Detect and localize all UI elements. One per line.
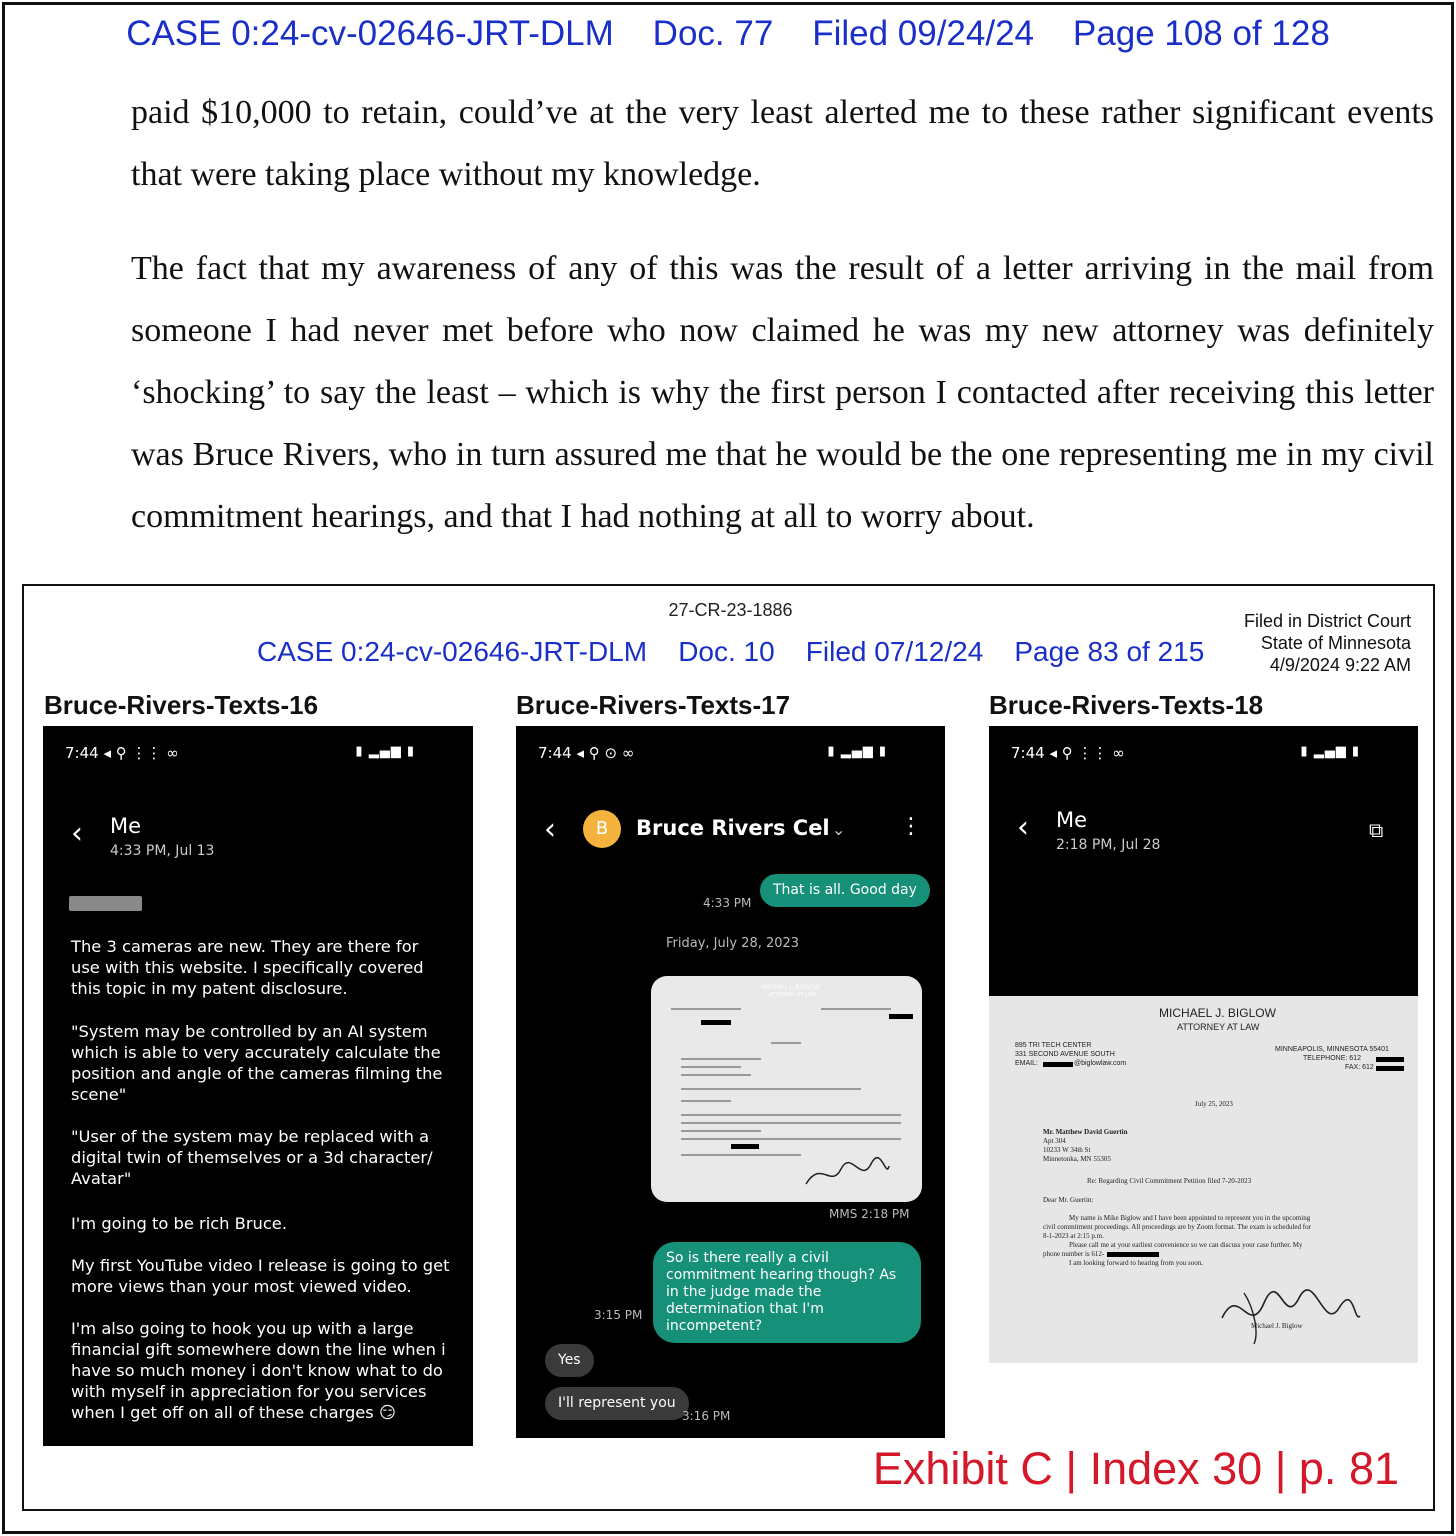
message-timestamp: 2:18 PM, Jul 28 [1056,837,1161,853]
filed-stamp [1244,610,1411,676]
letter-recipient: 10233 W 34th St [1043,1146,1091,1154]
status-icons: ▮ ▂▄▆ ▮ [827,744,887,759]
signature-icon [1214,1278,1364,1348]
letter-address-line: @biglowlaw.com [1074,1060,1127,1067]
screenshot-label: Bruce-Rivers-Texts-16 [44,690,319,720]
contact-avatar: B [583,810,621,848]
filed-line: Filed in District Court [1243,611,1411,631]
received-bubble: I'll represent you [545,1387,689,1420]
contact-name: Me [110,814,142,838]
contact-name: Bruce Rivers Cel [636,816,830,840]
letter-address-line: TELEPHONE: 612 [1303,1055,1361,1062]
mms-time: MMS 2:18 PM [829,1207,910,1221]
status-time: 7:44 ◂ ⚲ ⋮⋮ ∞ [1011,744,1125,762]
letter-body-line: phone number is 612- [1043,1250,1105,1258]
message-text: The 3 cameras are new. They are there for use with this website. I specifically covered this topic in my patent disclosure. [71,937,424,998]
status-time: 7:44 ◂ ⚲ ⊙ ∞ [538,744,635,762]
letter-attorney-name: MICHAEL J. BIGLOW [1159,1006,1276,1020]
back-arrow-icon[interactable]: ‹ [1017,810,1029,845]
letter-address-line: FAX: 612 [1345,1064,1374,1071]
letter-signature-name: Michael J. Biglow [1251,1322,1303,1330]
letter-body-line: civil commitment proceedings. All proceedings are by Zoom format. The exam is scheduled for [1043,1223,1311,1231]
letter-address-line: EMAIL: [1015,1060,1038,1067]
status-icons: ▮ ▂▄▆ ▮ [355,744,415,759]
exhibit-case-header: CASE 0:24-cv-02646-JRT-DLM Doc. 10 Filed 07/12/24 Page 83 of 215 [257,636,1205,667]
letter-recipient: Apt 304 [1043,1137,1066,1145]
redaction-bar [1376,1057,1404,1062]
letter-attorney-title: ATTORNEY AT LAW [1177,1022,1260,1032]
message-time: 4:33 PM [703,896,752,910]
letter-address-line: 895 TRI TECH CENTER [1015,1042,1092,1049]
redaction-bar [1376,1066,1404,1071]
letter-body-line: Please call me at your earliest convenience so we can discuss your case further. My [1069,1241,1303,1249]
letter-recipient: Mr. Matthew David Guertin [1043,1128,1128,1136]
letter-re-line: Re: Regarding Civil Commitment Petition filed 7-20-2023 [1087,1177,1252,1185]
message-text: "User of the system may be replaced with a digital twin of themselves or a 3d character/ Avatar" [71,1127,433,1188]
back-arrow-icon[interactable]: ‹ [544,812,556,847]
sent-bubble: That is all. Good day [760,874,930,907]
filed-line: 4/9/2024 9:22 AM [1269,655,1411,675]
chevron-down-icon[interactable]: ⌄ [832,820,846,839]
mms-letter-image[interactable] [651,976,922,1202]
back-arrow-icon[interactable]: ‹ [71,816,83,851]
letter-date: July 25, 2023 [1195,1100,1233,1108]
signature-icon [801,1154,891,1194]
filed-line: State of Minnesota [1260,633,1411,653]
phone-screenshot-18 [989,726,1418,1363]
letter-salutation: Dear Mr. Guertin: [1043,1196,1094,1204]
status-time: 7:44 ◂ ⚲ ⋮⋮ ∞ [65,744,179,762]
exhibit-footer: Exhibit C | Index 30 | p. 81 [872,1443,1399,1494]
phone-screenshot-16 [43,726,473,1446]
letter-body-line: I am looking forward to hearing from you soon. [1069,1259,1203,1267]
screenshot-label: Bruce-Rivers-Texts-18 [989,690,1264,720]
letter-recipient: Minnetonka, MN 55305 [1043,1155,1111,1163]
message-time: 3:15 PM [594,1308,643,1322]
screenshot-label: Bruce-Rivers-Texts-17 [516,690,791,720]
more-options-icon[interactable]: ⋮ [900,814,922,839]
received-bubble: Yes [545,1344,594,1377]
body-paragraph-2: The fact that my awareness of any of this was the result of a letter arriving in the mail from someone I had never met before who now claimed he was my new attorney was definitely ‘shocking’ to say the least – which is why the first person I contacted after receiving this letter was Bruce Rivers, who in turn assured me that he would be the one representing me in my civil commitment hearings, and that I had nothing at all to worry about. [131,250,1434,535]
message-time: 3:16 PM [682,1409,731,1423]
body-paragraph-1: paid $10,000 to retain, could’ve at the very least alerted me to these rather significant events that were taking place without my knowledge. [131,94,1434,193]
message-text: My first YouTube video I release is going to get more views than your most viewed video. [71,1256,450,1296]
case-header: CASE 0:24-cv-02646-JRT-DLM Doc. 77 Filed 09/24/24 Page 108 of 128 [126,14,1330,53]
phone-screenshot-17 [516,726,945,1438]
message-text: I'm going to be rich Bruce. [71,1214,287,1233]
letter-body-line: 8-1-2023 at 2:15 p.m. [1043,1232,1104,1240]
gallery-icon[interactable]: ⧉ [1369,818,1384,842]
contact-name: Me [1056,808,1088,832]
exhibit-image [22,584,1435,1511]
letter-thumb-title: ATTORNEY AT LAW [769,992,816,998]
letter-image [989,996,1418,1363]
message-text: I'm also going to hook you up with a large financial gift somewhere down the line when i have so much money i don't know what to do with myself in appreciation for you services when I get off on all of these charges 😏 [71,1319,446,1422]
sent-bubble: So is there really a civil commitment hearing though? As in the judge made the determination that I'm incompetent? [653,1242,921,1343]
letter-address-line: MINNEAPOLIS, MINNESOTA 55401 [1275,1046,1389,1053]
exhibit-case-number: 27-CR-23-1886 [668,600,793,620]
status-icons: ▮ ▂▄▆ ▮ [1300,744,1360,759]
redaction-bar [1107,1252,1159,1257]
letter-address-line: 331 SECOND AVENUE SOUTH [1015,1051,1115,1058]
message-text: "System may be controlled by an AI system which is able to very accurately calculate the position and angle of the cameras filming the scene" [71,1022,443,1104]
redaction-bar [69,896,142,911]
message-timestamp: 4:33 PM, Jul 13 [110,843,215,859]
date-divider: Friday, July 28, 2023 [666,936,800,951]
letter-body-line: My name is Mike Biglow and I have been appointed to represent you in the upcoming [1069,1214,1311,1222]
redaction-bar [1043,1062,1073,1067]
letter-thumb-name: MICHAEL J. BIGLOW [761,984,820,991]
